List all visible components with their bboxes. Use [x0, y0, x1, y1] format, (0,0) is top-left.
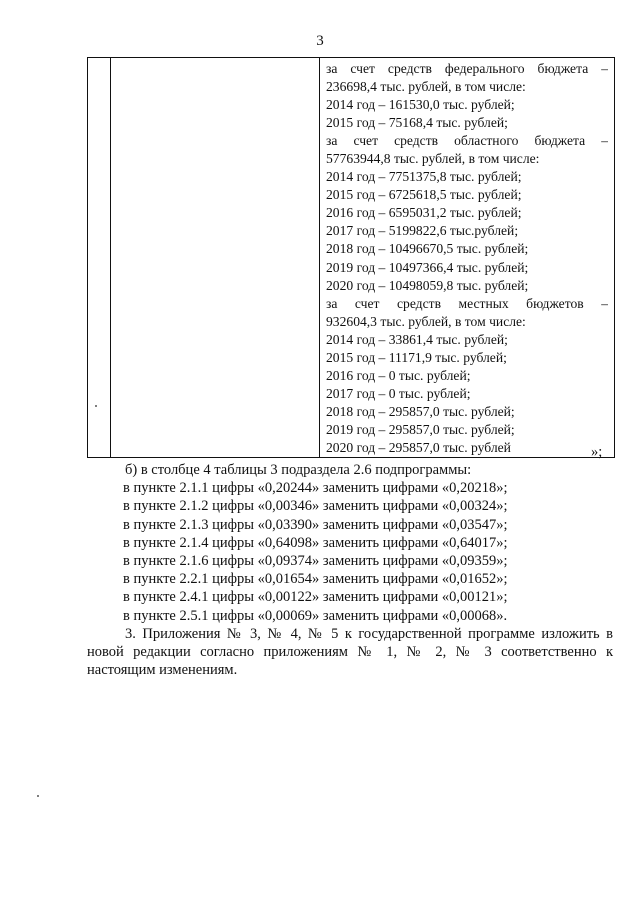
table-cell-name: [111, 58, 320, 458]
scan-speck: [95, 405, 97, 407]
funding-line: 236698,4 тыс. рублей, в том числе:: [326, 79, 526, 95]
table-cell-number: [88, 58, 111, 458]
section-b-item: в пункте 2.1.3 цифры «0,03390» заменить цифрами «0,03547»;: [123, 516, 508, 533]
section-b-item: в пункте 2.1.4 цифры «0,64098» заменить цифрами «0,64017»;: [123, 534, 508, 551]
funding-line: 2020 год – 10498059,8 тыс. рублей;: [326, 277, 529, 293]
funding-line: 2018 год – 10496670,5 тыс. рублей;: [326, 241, 529, 257]
funding-line: 2017 год – 0 тыс. рублей;: [326, 385, 471, 401]
funding-line: 2020 год – 295857,0 тыс. рублей: [326, 439, 511, 455]
funding-line: за счет средств местных бюджетов –: [326, 295, 608, 311]
section-b-item: в пункте 2.5.1 цифры «0,00069» заменить цифрами «0,00068».: [123, 607, 508, 624]
body-text: [87, 461, 613, 679]
section-b-item: в пункте 2.2.1 цифры «0,01654» заменить цифрами «0,01652»;: [123, 571, 508, 588]
funding-line: 2018 год – 295857,0 тыс. рублей;: [326, 403, 515, 419]
section-b-item: в пункте 2.1.1 цифры «0,20244» заменить цифрами «0,20218»;: [123, 480, 508, 497]
funding-line: 2015 год – 11171,9 тыс. рублей;: [326, 349, 507, 365]
budget-table: [87, 57, 615, 458]
funding-line: 2015 год – 75168,4 тыс. рублей;: [326, 115, 508, 131]
funding-line: за счет средств областного бюджета –: [326, 133, 608, 149]
funding-line: за счет средств федерального бюджета –: [326, 61, 608, 76]
table-cell-funding: [320, 58, 615, 458]
funding-line: 2019 год – 10497366,4 тыс. рублей;: [326, 259, 529, 275]
funding-line: 2014 год – 161530,0 тыс. рублей;: [326, 97, 515, 113]
closing-quote: »;: [591, 444, 603, 460]
section-b-item: в пункте 2.4.1 цифры «0,00122» заменить цифрами «0,00121»;: [123, 589, 508, 606]
section-b-intro: б) в столбце 4 таблицы 3 подраздела 2.6 подпрограммы:: [125, 462, 472, 478]
funding-line: 2014 год – 7751375,8 тыс. рублей;: [326, 169, 522, 185]
scan-speck: [37, 795, 39, 797]
funding-line: 2015 год – 6725618,5 тыс. рублей;: [326, 187, 522, 203]
table-row: [88, 58, 615, 458]
section-b-item: в пункте 2.1.2 цифры «0,00346» заменить цифрами «0,00324»;: [123, 498, 508, 515]
paragraph-3-line: 3. Приложения № 3, № 4, № 5 к государственной программе изложить в: [125, 625, 613, 642]
funding-line: 932604,3 тыс. рублей, в том числе:: [326, 313, 526, 329]
paragraph-3-line: новой редакции согласно приложениям № 1, № 2, № 3 соответственно к: [87, 643, 613, 660]
section-b-item: в пункте 2.1.6 цифры «0,09374» заменить цифрами «0,09359»;: [123, 552, 508, 569]
funding-line: 57763944,8 тыс. рублей, в том числе:: [326, 151, 540, 167]
paragraph-3-line: настоящим изменениям.: [87, 662, 238, 679]
funding-line: 2019 год – 295857,0 тыс. рублей;: [326, 421, 515, 437]
funding-lines: [320, 58, 614, 457]
page-number: 3: [316, 33, 324, 49]
funding-line: 2016 год – 0 тыс. рублей;: [326, 367, 471, 383]
funding-line: 2016 год – 6595031,2 тыс. рублей;: [326, 205, 522, 221]
funding-line: 2014 год – 33861,4 тыс. рублей;: [326, 331, 508, 347]
funding-line: 2017 год – 5199822,6 тыс.рублей;: [326, 223, 519, 239]
